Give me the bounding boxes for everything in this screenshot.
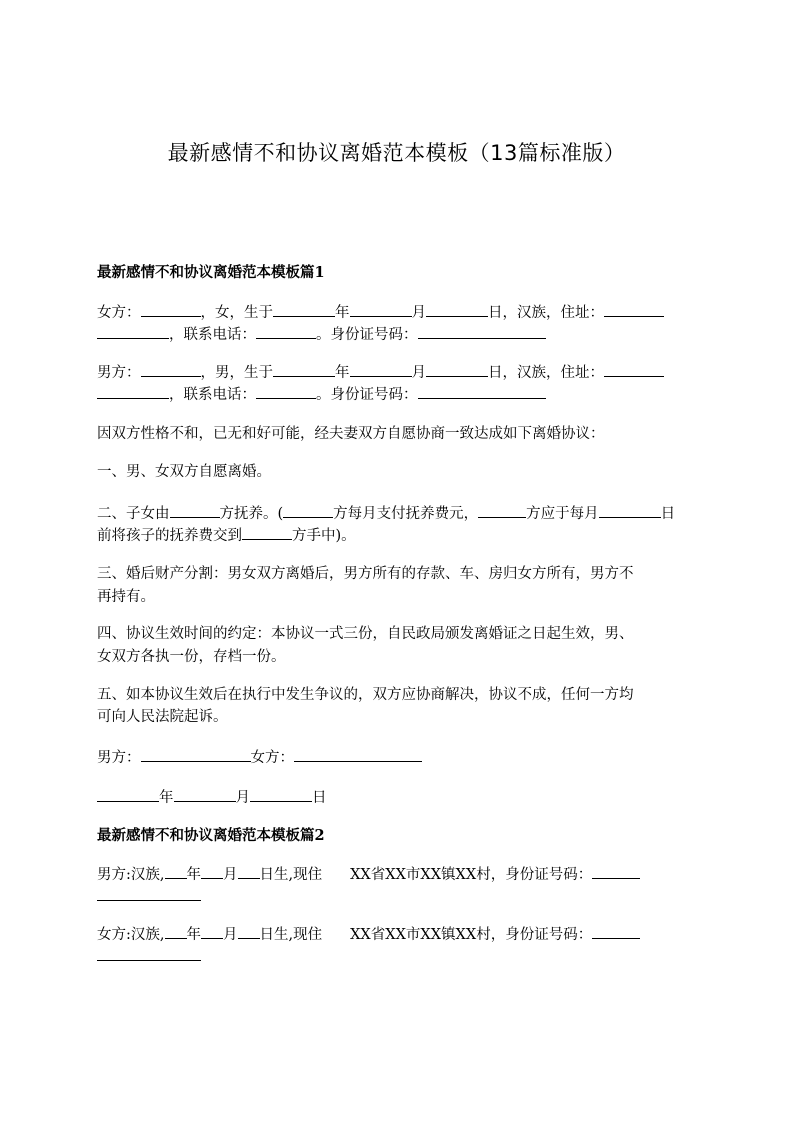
year-blank <box>165 924 187 939</box>
address-text: XX省XX市XX镇XX村，身份证号码： <box>350 867 593 883</box>
year-blank <box>97 787 159 802</box>
clause-2-text: 日 <box>660 506 676 522</box>
born-text: 日生,现住 <box>259 867 323 883</box>
male-info-line2 <box>97 384 546 405</box>
section-heading-2: 最新感情不和协议离婚范本模板篇2 <box>97 827 325 844</box>
month-label: 月 <box>411 365 426 381</box>
male-label: 男方： <box>97 365 141 381</box>
name-blank <box>141 302 201 317</box>
address-blank <box>604 302 664 317</box>
party-blank <box>242 525 292 540</box>
day-blank <box>238 864 260 879</box>
id-blank <box>592 924 640 939</box>
month-label: 月 <box>223 867 238 883</box>
address-label: 日，汉族，住址： <box>488 305 604 321</box>
female-signature-label: 女方： <box>250 750 294 766</box>
male-label: 男方:汉族, <box>97 867 165 883</box>
party-blank <box>283 503 333 518</box>
day-blank <box>250 787 312 802</box>
id-blank-cont <box>97 946 201 961</box>
id-blank <box>418 324 546 339</box>
clause-5-line1: 五、如本协议生效后在执行中发生争议的，双方应协商解决，协议不成，任何一方均 <box>97 687 634 703</box>
year-blank <box>273 302 335 317</box>
address-blank <box>604 362 664 377</box>
month-label: 月 <box>411 305 426 321</box>
month-blank <box>350 302 412 317</box>
month-label: 月 <box>223 927 238 943</box>
id-label: 。身份证号码： <box>316 327 418 343</box>
address-label: 日，汉族，住址： <box>488 365 604 381</box>
day-blank <box>599 503 661 518</box>
male-info-s2-line2 <box>97 886 201 907</box>
day-blank <box>426 362 488 377</box>
month-blank <box>201 864 223 879</box>
clause-5-line2: 可向人民法院起诉。 <box>97 709 228 725</box>
id-label: 。身份证号码： <box>316 387 418 403</box>
year-label: 年 <box>186 867 201 883</box>
clause-2-text: 二、子女由 <box>97 506 170 522</box>
signature-line <box>97 747 422 768</box>
female-info-s2-line1 <box>97 924 640 945</box>
day-blank <box>426 302 488 317</box>
clause-4-line2: 女双方各执一份，存档一份。 <box>97 649 286 665</box>
clause-1: 一、男、女双方自愿离婚。 <box>97 464 271 480</box>
female-info-s2-line2 <box>97 946 201 967</box>
phone-label: ，联系电话： <box>169 387 256 403</box>
clause-4-line1: 四、协议生效时间的约定：本协议一式三份，自民政局颁发离婚证之日起生效，男、 <box>97 626 634 642</box>
party-blank <box>170 503 220 518</box>
day-blank <box>238 924 260 939</box>
address-blank-cont <box>97 324 169 339</box>
section-heading-1: 最新感情不和协议离婚范本模板篇1 <box>97 264 325 281</box>
clause-2-text: 方应于每月 <box>526 506 599 522</box>
intro-paragraph: 因双方性格不和，已无和好可能，经夫妻双方自愿协商一致达成如下离婚协议： <box>97 426 605 442</box>
female-label: 女方： <box>97 305 141 321</box>
phone-blank <box>256 324 316 339</box>
year-blank <box>273 362 335 377</box>
clause-3-line2: 再持有。 <box>97 589 155 605</box>
female-info-line1 <box>97 302 664 323</box>
clause-2-text: 前将孩子的抚养费交到 <box>97 528 242 544</box>
gender-born-text: ，男，生于 <box>200 365 273 381</box>
clause-2-text: 方每月支付抚养费元， <box>333 506 479 522</box>
male-info-s2-line1 <box>97 864 640 885</box>
born-text: 日生,现住 <box>259 927 323 943</box>
male-info-line1 <box>97 362 664 383</box>
year-label: 年 <box>159 790 174 806</box>
month-label: 月 <box>235 790 250 806</box>
gender-born-text: ，女，生于 <box>200 305 273 321</box>
id-blank <box>418 384 546 399</box>
month-blank <box>350 362 412 377</box>
date-line <box>97 787 327 808</box>
female-info-line2 <box>97 324 546 345</box>
clause-3-line1: 三、婚后财产分割：男女双方离婚后，男方所有的存款、车、房归女方所有，男方不 <box>97 566 634 582</box>
phone-blank <box>256 384 316 399</box>
year-blank <box>165 864 187 879</box>
phone-label: ，联系电话： <box>169 327 256 343</box>
male-signature-blank <box>141 747 251 762</box>
day-label: 日 <box>312 790 327 806</box>
year-label: 年 <box>186 927 201 943</box>
clause-2-text: 方手中)。 <box>292 528 356 544</box>
female-label: 女方:汉族, <box>97 927 165 943</box>
address-text: XX省XX市XX镇XX村，身份证号码： <box>350 927 593 943</box>
name-blank <box>141 362 201 377</box>
month-blank <box>201 924 223 939</box>
year-label: 年 <box>335 365 350 381</box>
id-blank <box>592 864 640 879</box>
year-label: 年 <box>335 305 350 321</box>
clause-2-line1 <box>97 503 675 524</box>
male-signature-label: 男方： <box>97 750 141 766</box>
party-blank <box>478 503 526 518</box>
page-title: 最新感情不和协议离婚范本模板（13篇标准版） <box>167 141 626 165</box>
id-blank-cont <box>97 886 201 901</box>
month-blank <box>174 787 236 802</box>
clause-2-text: 方抚养。( <box>219 506 284 522</box>
address-blank-cont <box>97 384 169 399</box>
female-signature-blank <box>294 747 422 762</box>
clause-2-line2 <box>97 525 356 546</box>
